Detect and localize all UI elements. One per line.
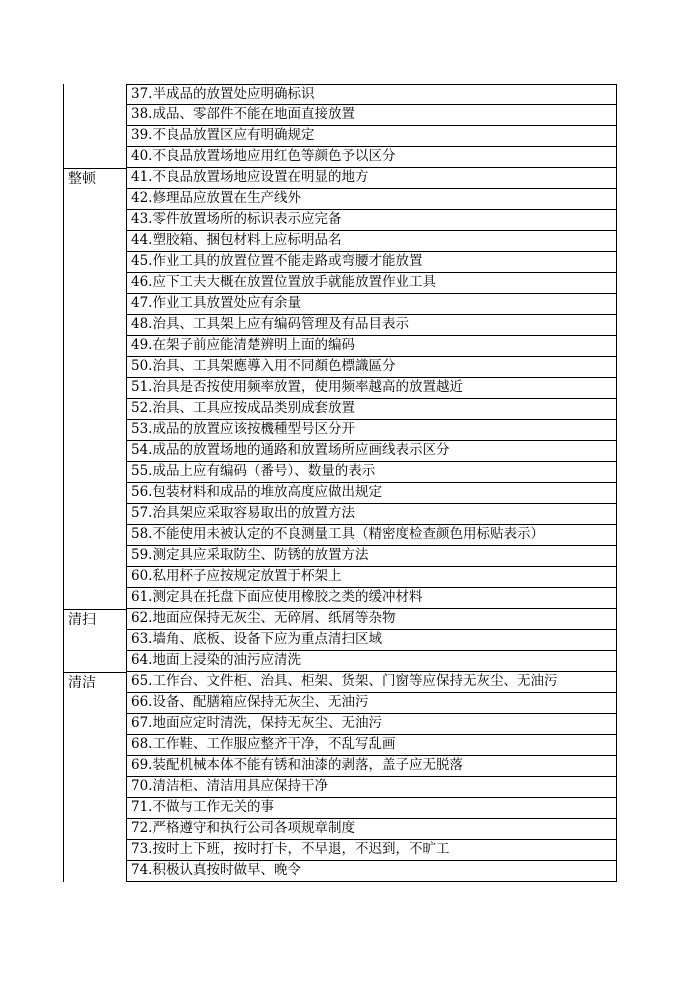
checklist-item: 71.不做与工作无关的事 [126, 798, 617, 819]
checklist-item: 44.塑胶箱、捆包材料上应标明品名 [126, 231, 617, 252]
checklist-item: 37.半成品的放置处应明确标识 [126, 84, 617, 105]
checklist-table [63, 84, 617, 882]
checklist-item: 66.设备、配膳箱应保持无灰尘、无油污 [126, 693, 617, 714]
item-list [126, 84, 617, 168]
checklist-item: 43.零件放置场所的标识表示应完备 [126, 210, 617, 231]
checklist-item: 64.地面上浸染的油污应清洗 [126, 651, 617, 672]
category-label: 清洁 [63, 672, 126, 882]
checklist-item: 39.不良品放置区应有明确规定 [126, 126, 617, 147]
category-group [63, 609, 617, 672]
checklist-item: 40.不良品放置场地应用红色等颜色予以区分 [126, 147, 617, 168]
checklist-item: 45.作业工具的放置位置不能走路或弯腰才能放置 [126, 252, 617, 273]
checklist-item: 51.治具是否按使用频率放置，使用频率越高的放置越近 [126, 378, 617, 399]
category-label: 清扫 [63, 609, 126, 672]
checklist-item: 67.地面应定时清洗，保持无灰尘、无油污 [126, 714, 617, 735]
category-group [63, 168, 617, 609]
checklist-item: 54.成品的放置场地的通路和放置场所应画线表示区分 [126, 441, 617, 462]
checklist-item: 73.按时上下班，按时打卡，不早退，不迟到，不旷工 [126, 840, 617, 861]
checklist-item: 47.作业工具放置处应有余量 [126, 294, 617, 315]
checklist-item: 68.工作鞋、工作服应整齐干净，不乱写乱画 [126, 735, 617, 756]
checklist-item: 62.地面应保持无灰尘、无碎屑、纸屑等杂物 [126, 609, 617, 630]
checklist-item: 69.装配机械本体不能有锈和油漆的剥落，盖子应无脱落 [126, 756, 617, 777]
checklist-item: 41.不良品放置场地应设置在明显的地方 [126, 168, 617, 189]
item-list [126, 609, 617, 672]
category-group [63, 84, 617, 168]
checklist-item: 55.成品上应有编码（番号）、数量的表示 [126, 462, 617, 483]
item-list [126, 672, 617, 882]
checklist-item: 65.工作台、文件柜、治具、柜架、货架、门窗等应保持无灰尘、无油污 [126, 672, 617, 693]
category-label: 整顿 [63, 168, 126, 609]
checklist-item: 53.成品的放置应该按機種型号区分开 [126, 420, 617, 441]
checklist-item: 50.治具、工具架應導入用不同顏色標識區分 [126, 357, 617, 378]
checklist-item: 63.墙角、底板、设备下应为重点清扫区域 [126, 630, 617, 651]
checklist-item: 70.清洁柜、清洁用具应保持干净 [126, 777, 617, 798]
item-list [126, 168, 617, 609]
checklist-item: 60.私用杯子应按规定放置于杯架上 [126, 567, 617, 588]
checklist-item: 59.测定具应采取防尘、防锈的放置方法 [126, 546, 617, 567]
checklist-item: 48.治具、工具架上应有编码管理及有品目表示 [126, 315, 617, 336]
checklist-item: 49.在架子前应能清楚辨明上面的编码 [126, 336, 617, 357]
checklist-item: 57.治具架应采取容易取出的放置方法 [126, 504, 617, 525]
checklist-item: 56.包装材料和成品的堆放高度应做出规定 [126, 483, 617, 504]
checklist-item: 58.不能使用未被认定的不良测量工具（精密度检查颜色用标贴表示） [126, 525, 617, 546]
checklist-item: 46.应下工夫大概在放置位置放手就能放置作业工具 [126, 273, 617, 294]
checklist-item: 52.治具、工具应按成品类别成套放置 [126, 399, 617, 420]
checklist-item: 74.积极认真按时做早、晚令 [126, 861, 617, 882]
category-label [63, 84, 126, 168]
checklist-item: 38.成品、零部件不能在地面直接放置 [126, 105, 617, 126]
category-group [63, 672, 617, 882]
checklist-item: 72.严格遵守和执行公司各项规章制度 [126, 819, 617, 840]
checklist-item: 61.测定具在托盘下面应使用橡胶之类的缓冲材料 [126, 588, 617, 609]
checklist-item: 42.修理品应放置在生产线外 [126, 189, 617, 210]
